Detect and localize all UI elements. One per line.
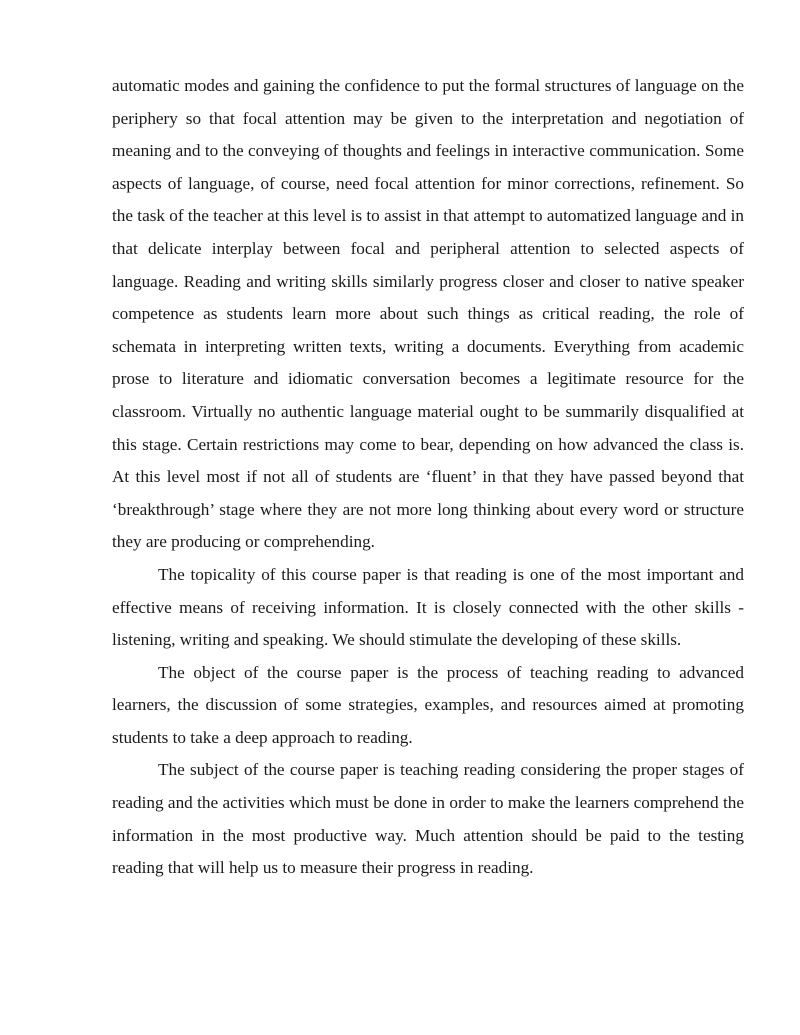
paragraph-continuation: automatic modes and gaining the confidence to put the formal structures of language on the periphery so that focal attention may be given to the interpretation and negotiation of meaning and to the conveying of thoughts and feelings in interactive communication. Some aspects of language, of course, need focal attention for minor corrections, refinement. So the task of the teacher at this level is to assist in that attempt to automatized language and in that delicate interplay between focal and peripheral attention to selected aspects of language. Reading and writing skills similarly progress closer and closer to native speaker competence as students learn more about such things as critical reading, the role of schemata in interpreting written texts, writing a documents. Everything from academic prose to literature and idiomatic conversation becomes a legitimate resource for the classroom. Virtually no authentic language material ought to be summarily disqualified at this stage. Certain restrictions may come to bear, depending on how advanced the class is. At this level most if not all of students are ‘fluent’ in that they have passed beyond that ‘breakthrough’ stage where they are not more long thinking about every word or structure they are producing or comprehending. bbox=[112, 76, 744, 552]
paragraph-object: The object of the course paper is the process of teaching reading to advanced learners, the discussion of some strategies, examples, and resources aimed at promoting students to take a deep approach to reading. bbox=[112, 662, 744, 747]
paragraph-subject: The subject of the course paper is teaching reading considering the proper stages of reading and the activities which must be done in order to make the learners comprehend the information in the most productive way. Much attention should be paid to the testing reading that will help us to measure their progress in reading. bbox=[112, 760, 744, 878]
paragraph-topicality: The topicality of this course paper is that reading is one of the most important and effective means of receiving information. It is closely connected with the other skills - listening, writing and speaking. We should stimulate the developing of these skills. bbox=[112, 564, 744, 650]
document-page bbox=[112, 70, 744, 885]
